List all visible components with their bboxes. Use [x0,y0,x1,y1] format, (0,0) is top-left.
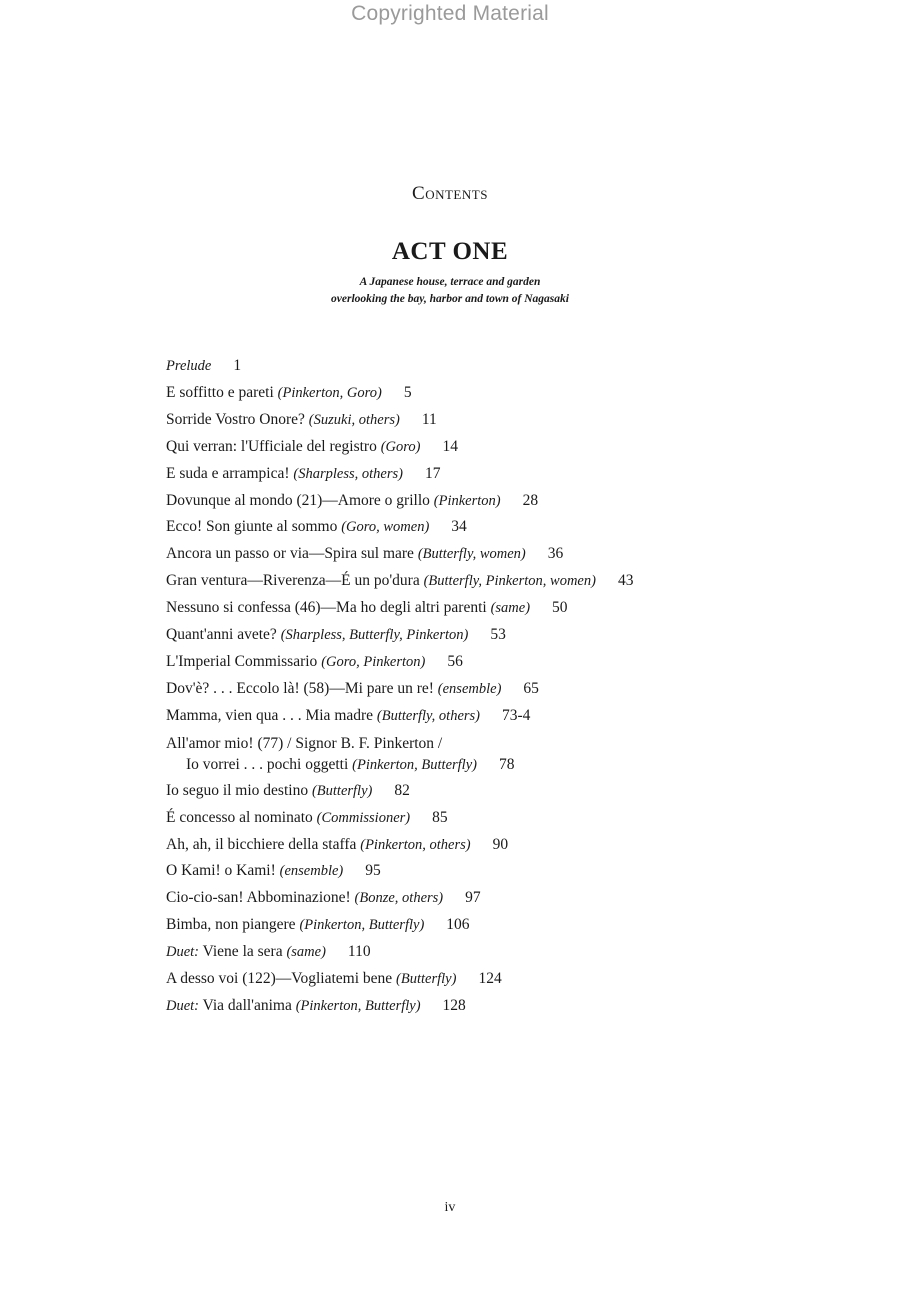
entry-roles: (Sharpless, Butterfly, Pinkerton) [280,627,469,644]
entry-page-number: 56 [447,652,463,670]
toc-entry [166,885,866,912]
toc-entry [166,805,866,832]
entry-page-number: 85 [432,808,448,826]
entry-roles: (Suzuki, others) [308,411,400,428]
entry-roles: (Goro) [380,438,421,455]
toc-entry [166,514,866,541]
table-of-contents [166,353,866,1020]
toc-entry [166,939,866,966]
entry-title: A desso voi (122)—Vogliatemi bene [166,970,397,988]
entry-title: Sorride Vostro Onore? [166,410,309,428]
act-title: ACT ONE [391,238,509,265]
entry-roles: (ensemble) [437,680,502,697]
entry-page-number: 11 [421,410,437,428]
entry-page-number: 73-4 [502,706,531,724]
entry-page-number: 110 [347,943,371,961]
entry-roles: (Goro, Pinkerton) [321,653,426,670]
entry-roles: (Sharpless, others) [293,465,403,482]
entry-roles: (Pinkerton, Butterfly) [295,997,421,1014]
entry-page-number: 28 [522,491,539,509]
entry-lead: Prelude [166,358,212,374]
entry-roles: (Pinkerton, Goro) [277,384,382,401]
entry-title: E soffitto e pareti [166,383,278,401]
entry-lead: Duet: [166,944,200,961]
entry-title: Io seguo il mio destino [166,781,312,799]
entry-page-number: 17 [424,464,441,482]
entry-page-number: 95 [365,862,381,880]
entry-roles: (Pinkerton, Butterfly) [352,756,477,773]
entry-title: Viene la sera [199,943,287,961]
toc-entry [166,595,866,622]
page-number: iv [444,1200,456,1215]
entry-page-number: 65 [523,679,539,697]
entry-title: Nessuno si confessa (46)—Ma ho degli altri parenti [166,599,491,617]
toc-entry [166,434,866,461]
entry-roles: (Butterfly, Pinkerton, women) [423,573,596,590]
toc-entry [166,966,866,993]
entry-title: Ecco! Son giunte al sommo [166,518,342,536]
toc-entry [166,353,866,380]
entry-page-number: 97 [465,889,481,907]
entry-page-number: 34 [451,518,467,536]
entry-roles: (Pinkerton, Butterfly) [299,917,425,934]
entry-page-number: 1 [233,357,242,374]
entry-page-number: 90 [492,835,509,853]
toc-entry [166,832,866,859]
entry-page-number: 43 [617,572,634,590]
entry-roles: (Pinkerton, others) [360,836,471,853]
entry-title: Bimba, non piangere [166,916,300,934]
toc-entry [166,622,866,649]
entry-title: Qui verran: l'Ufficiale del registro [166,437,381,455]
toc-entry [166,858,866,885]
entry-title: E suda e arrampica! [166,464,294,482]
entry-page-number: 36 [547,545,564,563]
entry-title: Ah, ah, il bicchiere della staffa [166,835,361,853]
entry-roles: (Commissioner) [316,809,411,826]
entry-roles: (Butterfly, others) [376,707,481,724]
entry-title: Gran ventura—Riverenza—É un po'dura [166,572,424,590]
entry-roles: (Goro, women) [341,519,430,536]
entry-continuation [166,754,866,776]
toc-entry [166,649,866,676]
entry-title: Dov'è? . . . Eccolo là! (58)—Mi pare un re! [166,679,438,697]
entry-page-number: 14 [442,437,458,455]
entry-title: L'Imperial Commissario [166,652,322,670]
toc-entry [166,488,866,515]
act-subtitle-line-2: overlooking the bay, harbor and town of Nagasaki [331,293,569,305]
entry-roles: (Pinkerton) [433,492,501,509]
entry-page-number: 106 [446,916,470,934]
watermark: Copyrighted Material [351,2,549,25]
entry-page-number: 5 [403,383,412,401]
entry-roles: (same) [286,944,326,961]
entry-roles: (Butterfly) [311,782,373,799]
entry-page-number: 50 [552,599,568,617]
page-title: Contents [412,183,488,204]
entry-lead: Duet: [166,997,200,1014]
toc-entry [166,778,866,805]
toc-entry [166,568,866,595]
toc-entry [166,676,866,703]
toc-entry [166,407,866,434]
toc-entry [166,461,866,488]
entry-title: Cio-cio-san! Abbominazione! [166,889,355,907]
entry-title: Via dall'anima [199,996,296,1014]
entry-title-continued: Io vorrei . . . pochi oggetti [186,755,353,773]
entry-page-number: 53 [490,626,506,644]
entry-page-number: 128 [442,996,466,1014]
entry-title: Mamma, vien qua . . . Mia madre [166,706,377,724]
entry-title: Ancora un passo or via—Spira sul mare [166,545,418,563]
entry-title: All'amor mio! (77) / Signor B. F. Pinkerton / [166,734,443,752]
act-subtitle-line-1: A Japanese house, terrace and garden [359,276,541,288]
entry-roles: (ensemble) [279,863,344,880]
toc-entry [166,730,866,778]
toc-entry [166,993,866,1020]
entry-page-number: 78 [498,755,515,773]
entry-title: O Kami! o Kami! [166,862,280,880]
entry-roles: (Butterfly) [396,971,457,988]
toc-entry [166,703,866,730]
entry-title: Dovunque al mondo (21)—Amore o grillo [166,491,434,509]
toc-entry [166,541,866,568]
toc-entry [166,380,866,407]
entry-title: Quant'anni avete? [166,626,281,644]
entry-title: É concesso al nominato [166,808,317,826]
entry-roles: (Butterfly, women) [417,546,526,563]
entry-roles: (Bonze, others) [354,890,444,907]
entry-page-number: 124 [478,970,502,988]
entry-roles: (same) [490,600,531,617]
entry-page-number: 82 [394,781,410,799]
toc-entry [166,912,866,939]
